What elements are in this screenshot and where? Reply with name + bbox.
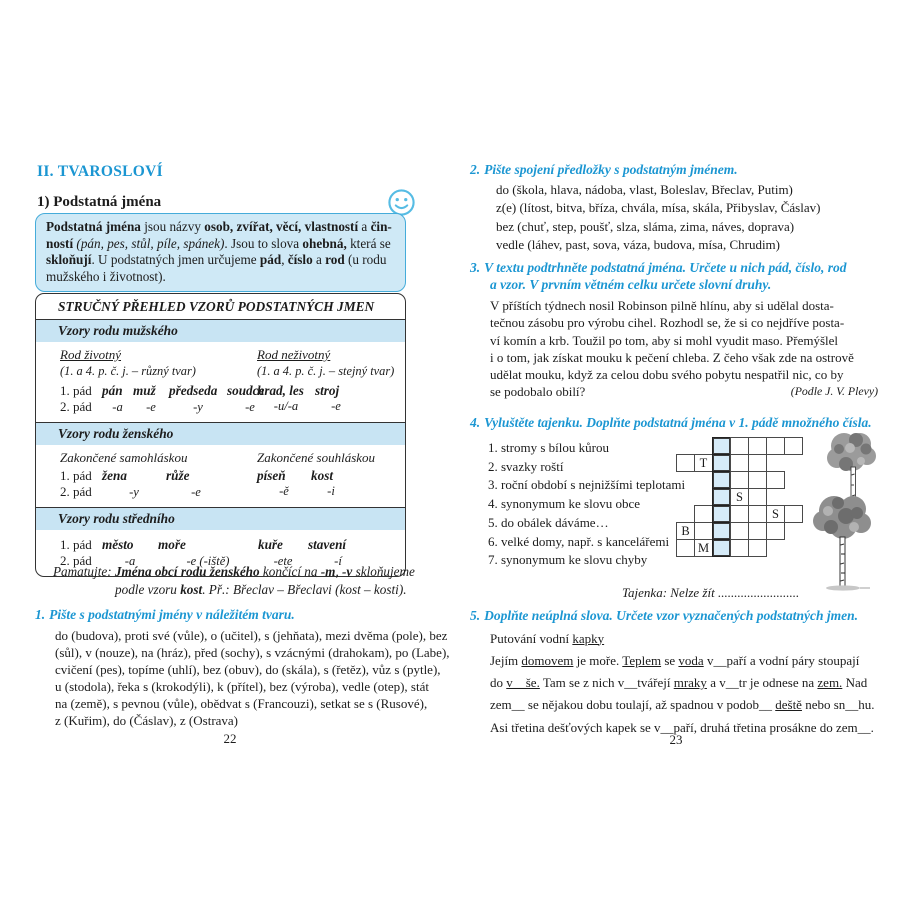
crossword-highlight-cell[interactable] [712,522,731,540]
crossword-cell[interactable] [766,437,785,455]
text-line: do (budova), proti své (vůle), o (učitel), s (jehňata), mezi dvěma (pole), bez [55,627,448,643]
column-sub: (1. a 4. p. č. j. – stejný tvar) [257,364,395,378]
model-word: moře [158,537,186,552]
model-word: růže [166,468,190,483]
text-line: cvičení (pes), topíme (uhlí), bez (obuv), do (skála), s (řetěz), vůz s (pytle), [55,661,441,677]
row-label: 2. pád [60,484,92,499]
crossword-row [676,522,803,540]
clue: 3. roční období s nejnižšími teplotami [488,477,686,493]
page-number-left: 22 [223,731,237,746]
ending: -y [193,400,203,414]
ending: -e [245,400,255,414]
story-title: Putování vodní kapky [490,630,605,646]
crossword-highlight-cell[interactable] [712,437,731,455]
table-section-feminine [36,445,405,507]
exercise-1-body [55,627,450,729]
model-word: předseda [169,383,218,398]
exercise-3-heading-line2 [470,277,882,294]
page-right [470,160,882,760]
column-head: Rod neživotný [257,347,331,362]
text-line: do v__še. Tam se z nich v__tvářejí mraky a v__tr je odnese na zem. Nad [490,675,868,691]
crossword-grid [676,437,803,557]
crossword-cell[interactable]: S [730,488,749,506]
table-row [257,383,397,399]
table-section-masculine [36,342,405,422]
text-line: bez (chuť, step, poušť, slza, sláma, zima, náves, doprava) [496,218,795,234]
text-line: V příštích týdnech nosil Robinson pilně hlínu, aby si udělal dosta- [490,298,834,313]
model-word: pán [102,383,123,398]
clue: 6. velké domy, např. s kancelářemi [488,533,670,549]
exercise-5-body [490,628,882,739]
text-line: se podobalo obilí? [490,384,586,400]
row-label: 1. pád [60,537,92,552]
crossword-cell[interactable] [748,505,767,523]
text-line: i o tom, jak získat mouku k pečení chleba. Z čeho však zde na ostrově [490,349,854,365]
crossword-cell[interactable] [784,437,803,455]
exercise-title: Doplňte neúplná slova. Určete vzor vyznačených podstatných jmen. [484,608,858,623]
crossword-cell[interactable] [730,522,749,540]
table-row [60,399,257,415]
crossword-answer-line [622,585,799,601]
model-word: stroj [315,383,340,398]
tajenka-blank: ......................... [717,585,800,600]
ending: -u/-a [273,399,299,413]
ending: -e [191,485,201,499]
model-word: soudce [227,383,265,398]
exercise-4 [470,415,882,610]
text-line: zem__ se nějakou dobu toulají, až spadnou v podob__ deště nebo sn__hu. [490,697,875,713]
crossword-cell[interactable] [730,454,749,472]
definition-line: mužského i životnost). [46,268,166,284]
exercise-title: Vyluštěte tajenku. Doplňte podstatná jména v 1. pádě množného čísla. [484,415,872,430]
table-row [60,537,397,553]
definition-line: ností (pán, pes, stůl, píle, spánek). Jsou to slova ohebná, která se [46,235,391,251]
exercise-1-heading [35,607,450,624]
crossword-row [676,471,803,489]
ending: -e [331,399,341,413]
table-row [257,399,397,414]
table-title: STRUČNÝ PŘEHLED VZORŮ PODSTATNÝCH JMEN [58,299,375,314]
remember-line: podle vzoru kost. Př.: Břeclav – Břeclavi (kost – kosti). [115,581,407,597]
exercise-number: 5. [470,608,481,623]
ending: -í [334,554,342,568]
ending: -ě [279,484,289,498]
definition-box [35,213,406,292]
model-word: stavení [308,537,347,552]
crossword-cell[interactable] [730,505,749,523]
column-head: Zakončené souhláskou [257,450,376,465]
ending: -i [327,484,335,498]
crossword-cell[interactable] [694,522,713,540]
tajenka-label: Tajenka: Nelze žít [622,585,715,600]
exercise-5-heading [470,608,882,625]
ending: -y [129,485,139,499]
table-band-masculine: Vzory rodu mužského [36,319,405,342]
clue: 1. stromy s bílou kůrou [488,440,609,455]
text-line: Jejím domovem je moře. Teplem se voda v__paří a vodní páry stoupají [490,652,860,668]
crossword-cell[interactable] [676,454,695,472]
text-line: vedle (láhev, past, sova, váza, budova, mísa, Chrudim) [496,237,780,253]
ending: -a [124,554,136,568]
crossword-cell[interactable] [766,522,785,540]
remember-line: Pamatujte: Jména obcí rodu ženského končící na -m, -v skloňujeme [53,564,415,579]
row-label: 1. pád [60,468,92,483]
subsection-title: 1) Podstatná jména [37,194,162,210]
text-line: ví komín a krb. Toužil po tom, aby si mohl vyudit maso. Přemýšlel [490,332,839,348]
crossword-row [676,505,803,523]
definition-line: skloňují. U podstatných jmen určujeme pád, číslo a rod (u rodu [46,252,387,268]
page-number-right: 23 [669,732,683,747]
ending: -e (-iště) [186,554,230,568]
crossword-highlight-cell[interactable] [712,505,731,523]
table-row [60,484,257,500]
crossword-row [676,454,803,472]
crossword-cell[interactable]: S [766,505,785,523]
exercise-3-body [490,297,882,401]
column-head: Zakončené samohláskou [60,450,188,465]
exercise-2-heading [470,162,882,179]
exercise-title: V textu podtrhněte podstatná jména. Určete u nich pád, číslo, rod [484,260,847,275]
ending: -ete [273,554,293,568]
exercise-3-heading [470,260,882,277]
crossword-cell[interactable] [748,437,767,455]
exercise-title: a vzor. V prvním větném celku určete slovní druhy. [490,276,772,292]
crossword-row [676,539,803,557]
crossword-cell[interactable] [730,437,749,455]
crossword-highlight-cell[interactable] [712,454,731,472]
exercise-number: 3. [470,260,481,275]
exercise-number: 2. [470,162,481,177]
clue: 2. svazky roští [488,458,564,474]
text-line: (sůl), v (nouze), na (hráz), před (sochy), s vzácnými (drahokam), po (Labe), [55,644,450,660]
model-word: žena [102,468,127,483]
row-label: 2. pád [60,553,92,568]
source-attribution: (Podle J. V. Plevy) [790,384,878,399]
text-line: z(e) (lítost, bitva, bříza, chvála, mísa, skála, Přibyslav, Čáslav) [496,200,821,216]
exercise-title: Pište s podstatnými jmény v náležitém tvaru. [49,607,295,622]
definition-line: Podstatná jména jsou názvy osob, zvířat, věcí, vlastností a čin- [46,219,392,234]
exercise-5 [470,608,882,739]
exercise-number: 1. [35,607,46,622]
exercise-2 [470,162,882,255]
model-word: píseň [257,468,286,483]
column-head: Rod životný [60,347,122,362]
crossword-cell[interactable]: B [676,522,695,540]
crossword-cell[interactable] [730,539,749,557]
crossword-row [676,488,803,506]
section-title: II. TVAROSLOVÍ [37,163,163,180]
column-sub: (1. a 4. p. č. j. – různý tvar) [60,364,196,378]
crossword-cell[interactable] [748,488,767,506]
crossword-cell[interactable] [748,471,767,489]
row-label: 2. pád [60,399,92,414]
ending: -a [112,400,123,414]
crossword-cell[interactable] [748,522,767,540]
table-row [257,468,397,484]
text-line: z (Kuřim), do (Čáslav), z (Ostrava) [55,712,239,728]
clue: 7. synonymum ke slovu chyby [488,552,648,568]
model-word: město [102,537,134,552]
model-word: kost [311,468,333,483]
crossword-cell[interactable] [694,505,713,523]
table-row [60,383,265,399]
crossword-cell[interactable] [748,454,767,472]
page-left [35,163,450,763]
model-word: hrad, les [257,383,304,398]
crossword-highlight-cell[interactable] [712,471,731,489]
exercise-1 [35,607,450,729]
ending: -e [146,400,156,414]
crossword-cell[interactable] [748,539,767,557]
clue: 4. synonymum ke slovu obce [488,496,641,512]
crossword-cell[interactable] [784,505,803,523]
row-label: 1. pád [60,383,92,398]
crossword-cell[interactable] [766,471,785,489]
clue: 5. do obálek dáváme… [488,514,609,530]
crossword-cell[interactable] [676,539,695,557]
declension-table [35,293,406,577]
crossword-clues [488,439,685,570]
text-line: udělat mouku, když za celou dobu svého pobytu nespatřil nic, co by [490,367,844,383]
crossword-highlight-cell[interactable] [712,488,731,506]
table-band-feminine: Vzory rodu ženského [36,422,405,445]
text-line: u (stodola), řeka s (krokodýli), k (přítel), bez (výroba), vedle (otep), stát [55,678,429,694]
crossword-highlight-cell[interactable] [712,539,731,557]
table-row [257,484,397,499]
remember-note [53,563,415,598]
crossword-cell[interactable]: M [694,539,713,557]
crossword-row [676,437,803,455]
text-line: tečnou zásobu pro výrobu cihel. Rozhodl se, že si co nejdříve posta- [490,315,845,331]
birch-trees-illustration [810,421,886,593]
exercise-2-body [496,181,882,255]
text-line: do (škola, hlava, nádoba, vlast, Boleslav, Břeclav, Putim) [496,181,793,197]
model-word: muž [133,383,156,398]
exercise-number: 4. [470,415,481,430]
exercise-3 [470,260,882,401]
crossword-cell[interactable] [730,471,749,489]
table-band-neuter: Vzory rodu středního [36,507,405,530]
exercise-title: Pište spojení předložky s podstatným jménem. [484,162,738,177]
table-row [60,468,257,484]
text-line: Asi třetina dešťových kapek se v__paří, druhá třetina prosákne do zem__. [490,719,874,735]
crossword-cell[interactable]: T [694,454,713,472]
model-word: kuře [258,537,283,552]
text-line: na (země), s pevnou (vůle), obědvat s (Francouzi), setkat se s (Rusové), [55,695,428,711]
